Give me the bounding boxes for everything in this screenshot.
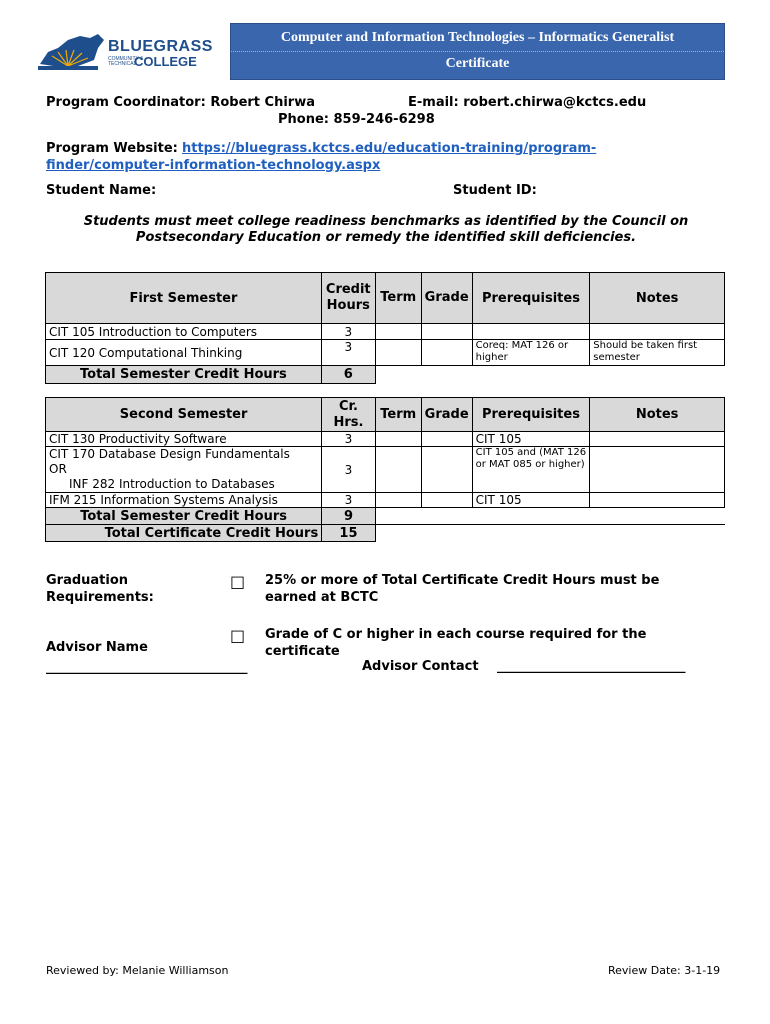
col-header-prereq: Prerequisites (472, 273, 590, 324)
table-row (46, 493, 725, 508)
notes-cell (590, 432, 725, 447)
course-name-choice: CIT 170 Database Design Fundamentals OR INF 282 Introduction to Databases (46, 447, 322, 493)
coordinator-email: E-mail: robert.chirwa@kctcs.edu (408, 95, 647, 110)
grade-cell (421, 447, 472, 493)
coordinator-phone: Phone: 859-246-6298 (278, 112, 435, 127)
program-title: Computer and Information Technologies – Informatics Generalist (280, 30, 675, 45)
program-title-banner (230, 23, 725, 80)
logo-name-line2: COLLEGE (134, 54, 197, 69)
term-cell (375, 432, 421, 447)
course-name: CIT 120 Computational Thinking (46, 340, 322, 366)
term-cell (375, 493, 421, 508)
bullet-icon: □ (230, 572, 246, 591)
col-header-grade: Grade (421, 273, 472, 324)
prereq-cell: CIT 105 (472, 493, 590, 508)
logo-name-line1: BLUEGRASS (108, 38, 213, 55)
grade-cell (421, 340, 472, 366)
graduation-req-2: Grade of C or higher in each course required for the certificate (265, 627, 647, 659)
term-cell (375, 324, 421, 340)
col-header-semester: Second Semester (46, 398, 322, 432)
col-header-notes: Notes (590, 398, 725, 432)
program-subtitle: Certificate (445, 56, 510, 71)
prereq-cell (472, 324, 590, 340)
table-row (46, 447, 725, 493)
college-logo (38, 30, 213, 72)
student-name-label: Student Name: (46, 183, 157, 198)
course-credits: 3 (321, 324, 375, 340)
first-semester-table (45, 272, 725, 384)
graduation-label: Graduation Requirements: (46, 573, 154, 605)
term-cell (375, 340, 421, 366)
col-header-credits: Credit Hours (321, 273, 375, 324)
semester-total-label: Total Semester Credit Hours (46, 366, 322, 384)
grade-cell (421, 493, 472, 508)
table-row (46, 340, 725, 366)
advisor-name-label: Advisor Name (46, 640, 148, 655)
second-semester-table (45, 397, 725, 542)
notes-cell (590, 447, 725, 493)
notes-cell (590, 493, 725, 508)
course-credits: 3 (322, 493, 376, 508)
col-header-term: Term (375, 398, 421, 432)
certificate-total-label: Total Certificate Credit Hours (46, 525, 322, 542)
notes-cell: Should be taken first semester (590, 340, 725, 366)
logo-small-text: COMMUNITY & TECHNICAL (108, 56, 144, 67)
review-date: Review Date: 3-1-19 (608, 964, 721, 977)
prereq-cell: CIT 105 and (MAT 126 or MAT 085 or higher) (472, 447, 590, 493)
semester-total-label: Total Semester Credit Hours (46, 508, 322, 525)
term-cell (375, 447, 421, 493)
col-header-notes: Notes (590, 273, 725, 324)
advisor-name-line[interactable]: _______________________________ (46, 660, 248, 675)
grade-cell (421, 432, 472, 447)
student-id-label: Student ID: (453, 183, 537, 198)
grade-cell (421, 324, 472, 340)
col-header-grade: Grade (421, 398, 472, 432)
kentucky-sunburst-icon (38, 30, 106, 72)
advisor-contact-label: Advisor Contact (362, 659, 479, 674)
advisor-contact-line[interactable]: _____________________________ (497, 659, 686, 674)
semester-total-value: 9 (322, 508, 376, 525)
course-name: CIT 130 Productivity Software (46, 432, 322, 447)
coordinator: Program Coordinator: Robert Chirwa (46, 95, 315, 110)
certificate-total-value: 15 (322, 525, 376, 542)
col-header-prereq: Prerequisites (472, 398, 590, 432)
course-credits: 3 (322, 447, 376, 493)
website-link-cont[interactable]: finder/computer-information-technology.aspx (46, 158, 381, 173)
prereq-cell: Coreq: MAT 126 or higher (472, 340, 590, 366)
readiness-note: Students must meet college readiness benchmarks as identified by the Council on Postsecondary Education or remedy the identified skill deficiencies. (83, 214, 689, 245)
prereq-cell: CIT 105 (472, 432, 590, 447)
col-header-term: Term (375, 273, 421, 324)
col-header-credits: Cr. Hrs. (322, 398, 376, 432)
graduation-req-1: 25% or more of Total Certificate Credit Hours must be earned at BCTC (265, 573, 660, 605)
course-name: IFM 215 Information Systems Analysis (46, 493, 322, 508)
course-credits: 3 (321, 340, 375, 366)
table-row (46, 324, 725, 340)
col-header-semester: First Semester (46, 273, 322, 324)
semester-total-value: 6 (321, 366, 375, 384)
notes-cell (590, 324, 725, 340)
table-row (46, 432, 725, 447)
bullet-icon: □ (230, 626, 246, 645)
website-link[interactable]: https://bluegrass.kctcs.edu/education-training/program- (182, 141, 597, 156)
reviewed-by: Reviewed by: Melanie Williamson (46, 964, 229, 977)
course-credits: 3 (322, 432, 376, 447)
program-website: Program Website: https://bluegrass.kctcs.edu/education-training/program- finder/computer-information-technology.aspx (46, 141, 597, 173)
course-name: CIT 105 Introduction to Computers (46, 324, 322, 340)
